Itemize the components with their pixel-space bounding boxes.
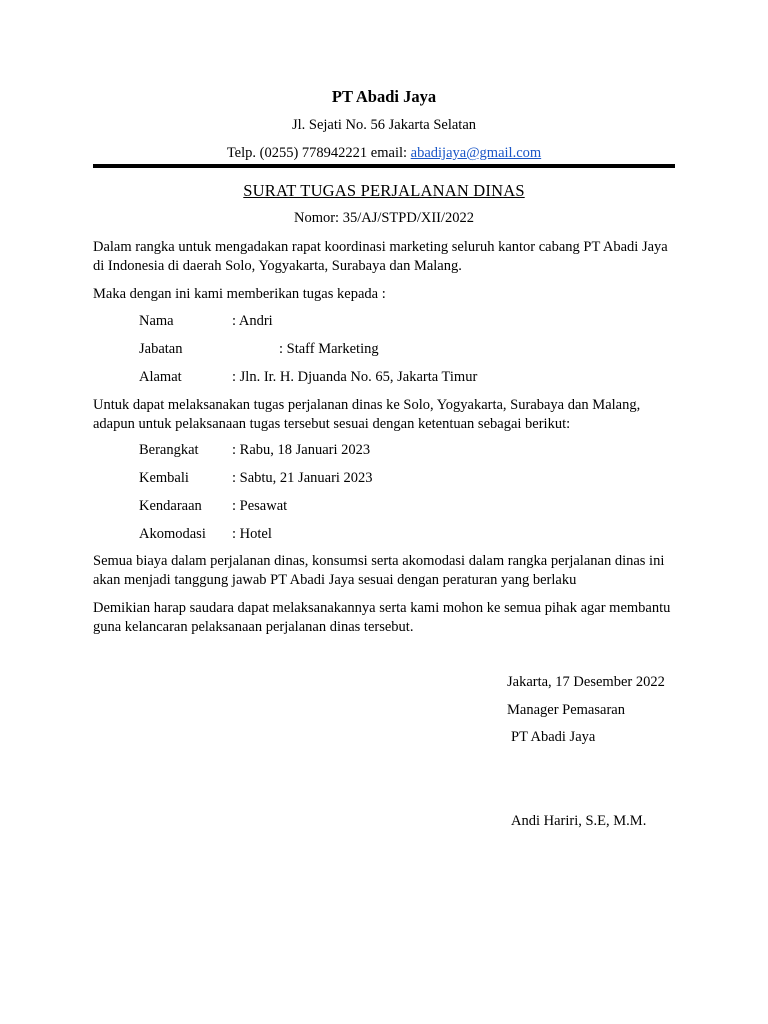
signature-position: Manager Pemasaran	[507, 702, 625, 718]
signer-name: Andi Hariri, S.E, M.M.	[511, 813, 647, 829]
field-label-alamat: Alamat	[139, 369, 182, 385]
letter-number: Nomor: 35/AJ/STPD/XII/2022	[293, 210, 475, 226]
contact-phone: Telp. (0255) 778942221 email:	[226, 145, 411, 161]
field-value-alamat: : Jln. Ir. H. Djuanda No. 65, Jakarta Timur	[232, 369, 478, 385]
intro-paragraph: Dalam rangka untuk mengadakan rapat koordinasi marketing seluruh kantor cabang PT Abadi Jaya di Indonesia di daerah Solo, Yogyakarta, Surabaya dan Malang.	[93, 239, 668, 274]
field-label-kendaraan: Kendaraan	[139, 498, 202, 514]
field-value-kendaraan: : Pesawat	[232, 498, 288, 514]
cost-paragraph: Semua biaya dalam perjalanan dinas, konsumsi serta akomodasi dalam rangka perjalanan dinas ini akan menjadi tanggung jawab PT Abadi Jaya sesuai dengan peraturan yang berlaku	[93, 553, 665, 588]
letter-title: SURAT TUGAS PERJALANAN DINAS	[243, 181, 525, 200]
field-value-berangkat: : Rabu, 18 Januari 2023	[232, 442, 371, 458]
company-contact	[0, 145, 768, 162]
signature-place-date: Jakarta, 17 Desember 2022	[507, 674, 665, 690]
signature-company: PT Abadi Jaya	[511, 729, 596, 745]
field-label-jabatan: Jabatan	[139, 341, 183, 357]
email-link[interactable]: abadijaya@gmail.com	[410, 145, 542, 161]
company-address: Jl. Sejati No. 56 Jakarta Selatan	[291, 117, 477, 133]
letterhead-divider	[93, 164, 675, 168]
field-value-nama: : Andri	[232, 313, 273, 329]
trip-intro-paragraph: Untuk dapat melaksanakan tugas perjalanan dinas ke Solo, Yogyakarta, Surabaya dan Malang, adapun untuk pelaksanaan tugas tersebut sesuai dengan ketentuan sebagai berikut:	[93, 397, 641, 432]
field-value-akomodasi: : Hotel	[232, 526, 272, 542]
field-label-kembali: Kembali	[139, 470, 189, 486]
field-value-jabatan: : Staff Marketing	[279, 341, 379, 357]
assignment-intro: Maka dengan ini kami memberikan tugas kepada :	[93, 286, 386, 302]
field-label-berangkat: Berangkat	[139, 442, 199, 458]
field-label-nama: Nama	[139, 313, 174, 329]
field-label-akomodasi: Akomodasi	[139, 526, 206, 542]
closing-paragraph: Demikian harap saudara dapat melaksanakannya serta kami mohon ke semua pihak agar membantu guna kelancaran pelaksanaan perjalanan dinas tersebut.	[93, 600, 671, 635]
company-name: PT Abadi Jaya	[331, 87, 437, 106]
field-value-kembali: : Sabtu, 21 Januari 2023	[232, 470, 373, 486]
